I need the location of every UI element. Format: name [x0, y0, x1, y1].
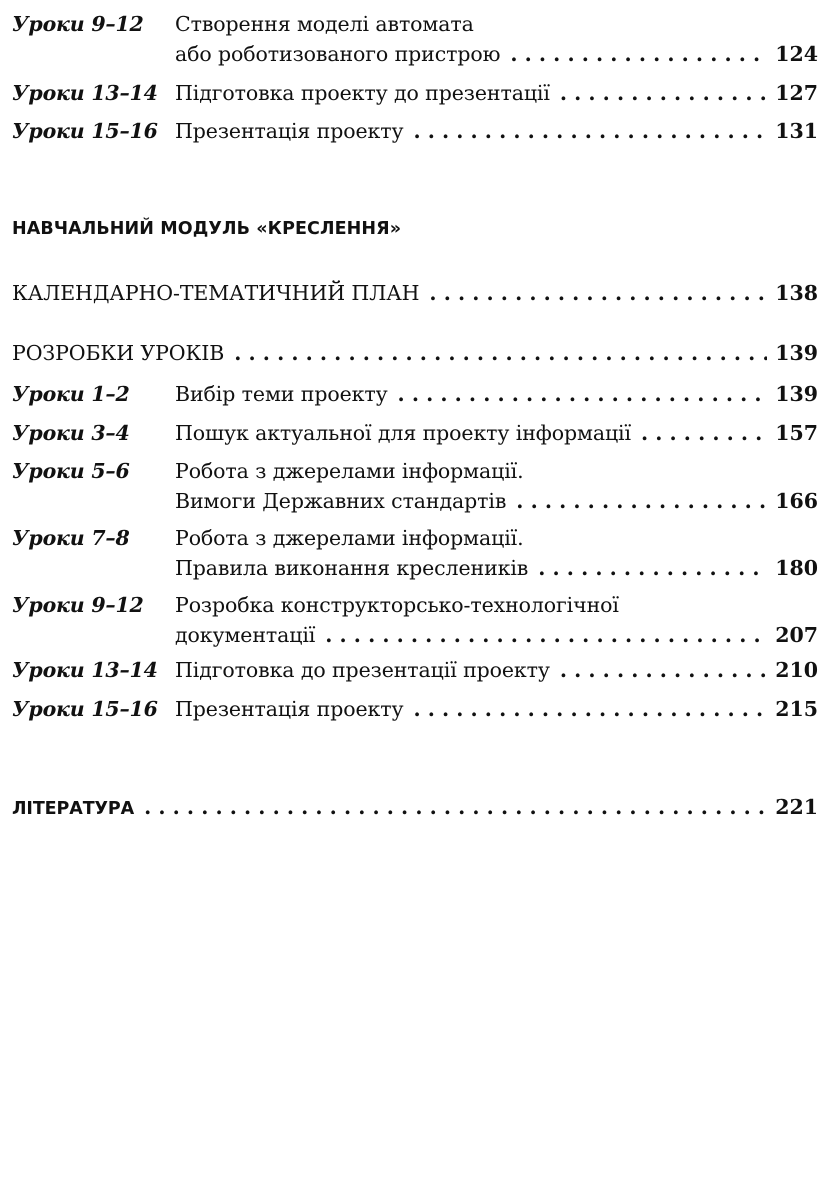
leader-dots	[398, 379, 768, 409]
leader-dots	[641, 418, 767, 448]
page-number: 127	[775, 81, 818, 105]
entry-title: документації	[175, 623, 316, 647]
lesson-number: Уроки 13–14	[12, 81, 158, 105]
entry-title: Підготовка до презентації проекту	[175, 658, 550, 682]
page-number: 215	[775, 697, 818, 721]
page-number: 166	[775, 489, 818, 513]
lesson-number: Уроки 15–16	[12, 119, 158, 143]
page-number: 180	[775, 556, 818, 580]
entry-title: Робота з джерелами інформації.	[175, 459, 524, 483]
entry-title: Підготовка проекту до презентації	[175, 81, 550, 105]
entry-title: Пошук актуальної для проекту інформації	[175, 421, 631, 445]
leader-dots	[538, 553, 767, 583]
section-title: ЛІТЕРАТУРА	[12, 799, 135, 819]
page-number: 139	[775, 382, 818, 406]
lesson-number: Уроки 7–8	[12, 526, 130, 550]
entry-title: Створення моделі автомата	[175, 12, 474, 36]
entry-title: Правила виконання креслеників	[175, 556, 529, 580]
lesson-number: Уроки 3–4	[12, 421, 130, 445]
leader-dots	[510, 39, 767, 69]
section-title: КАЛЕНДАРНО-ТЕМАТИЧНИЙ ПЛАН	[12, 281, 420, 305]
entry-title: Робота з джерелами інформації.	[175, 526, 524, 550]
leader-dots	[325, 620, 767, 650]
page-number: 139	[775, 341, 818, 365]
leader-dots	[413, 694, 767, 724]
page-number: 124	[775, 42, 818, 66]
page-number: 157	[775, 421, 818, 445]
page-number: 207	[775, 623, 818, 647]
leader-dots	[429, 278, 767, 308]
entry-title: або роботизованого пристрою	[175, 42, 501, 66]
toc-section-lessons	[12, 338, 818, 368]
entry-title: Презентація проекту	[175, 697, 404, 721]
page-number: 131	[775, 119, 818, 143]
lesson-number: Уроки 9–12	[12, 12, 144, 36]
leader-dots	[560, 655, 767, 685]
page-number: 221	[775, 795, 818, 819]
lesson-number: Уроки 9–12	[12, 593, 144, 617]
lesson-number: Уроки 5–6	[12, 459, 130, 483]
module-heading: НАВЧАЛЬНИЙ МОДУЛЬ «КРЕСЛЕННЯ»	[12, 219, 402, 239]
entry-title: Презентація проекту	[175, 119, 404, 143]
lesson-number: Уроки 1–2	[12, 382, 130, 406]
leader-dots	[516, 486, 767, 516]
lesson-number: Уроки 15–16	[12, 697, 158, 721]
page-number: 138	[775, 281, 818, 305]
leader-dots	[560, 78, 767, 108]
entry-title: Розробка конструкторсько-технологічної	[175, 593, 619, 617]
toc-section-literature	[12, 792, 818, 822]
leader-dots	[413, 116, 767, 146]
section-title: РОЗРОБКИ УРОКІВ	[12, 341, 225, 365]
leader-dots	[144, 792, 767, 822]
lesson-number: Уроки 13–14	[12, 658, 158, 682]
leader-dots	[234, 338, 767, 368]
entry-title: Вимоги Державних стандартів	[175, 489, 507, 513]
entry-title: Вибір теми проекту	[175, 382, 388, 406]
toc-section-plan	[12, 278, 818, 308]
page-number: 210	[775, 658, 818, 682]
